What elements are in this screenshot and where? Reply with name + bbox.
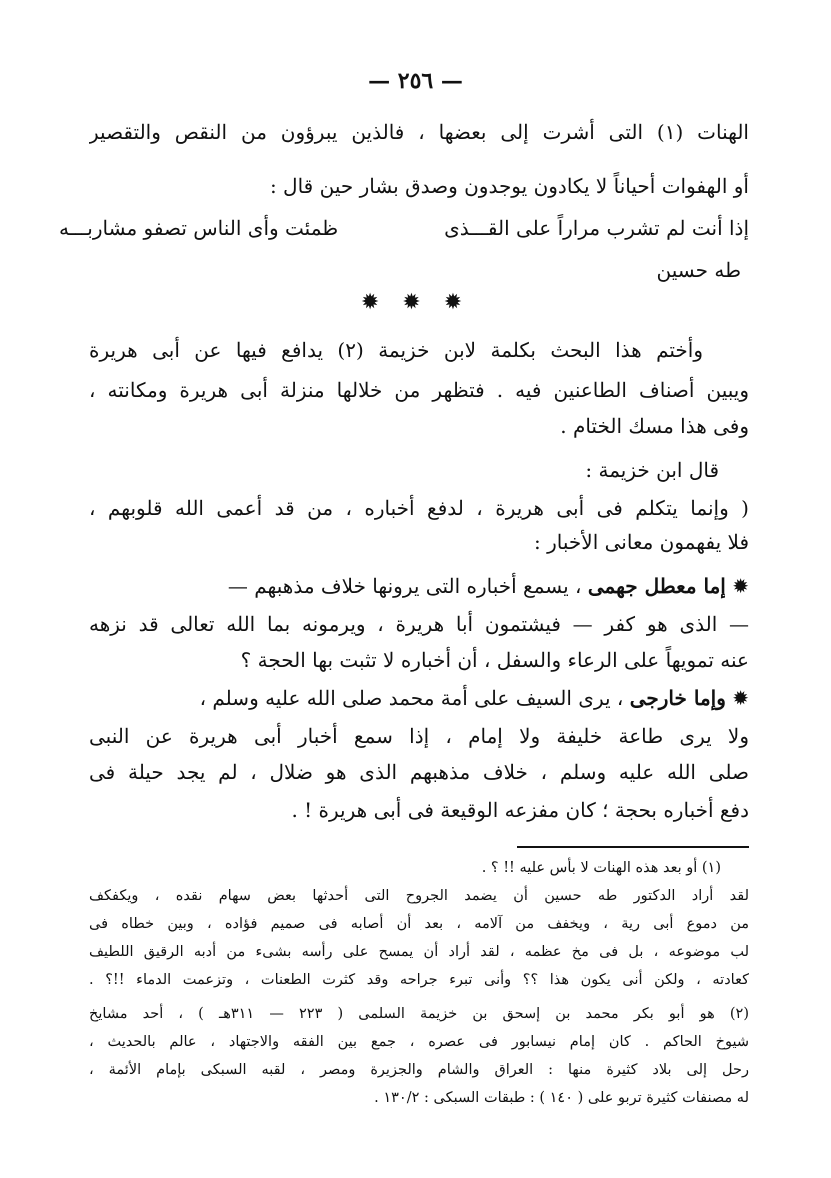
text-line: صلى الله عليه وسلم ، خلاف مذهبهم الذى هو ضلال ، لم يجد حيلة فى [89, 760, 749, 784]
text-line: ويبين أصناف الطاعنين فيه . فتظهر من خلالها منزلة أبى هريرة ومكانته ، [89, 378, 749, 402]
footnote-line: (٢) هو أبو بكر محمد بن إسحق بن خزيمة السلمى ( ٢٢٣ — ٣١١هـ ) ، أحد مشايخ [89, 1006, 749, 1022]
footnote-line: رحل إلى بلاد كثيرة منها : العراق والشام والجزيرة ومصر ، لقبه السبكى بإمام الأئمة ، [89, 1062, 749, 1078]
list-item-heading [89, 684, 749, 712]
section-separator-stars: ✹ ✹ ✹ [360, 290, 471, 315]
text-line: فلا يفهمون معانى الأخبار : [534, 530, 749, 554]
list-item-heading [89, 572, 749, 600]
footnote-line: من دموع أبى رية ، ويخفف من آلامه ، بعد أن أصابه فى صميم فؤاده ، وبين خطاه فى [89, 916, 749, 932]
footnote-line: لب موضوعه ، بل فى مخ عظمه ، لقد أراد أن يمسح على رأسه بشىء من أدبه الرقيق اللطيف [89, 944, 749, 960]
star-bullet-icon: ✹ [732, 574, 749, 598]
verse-second-hemistich: ظمئت وأى الناس تصفو مشاربـــه [59, 216, 339, 240]
item-text: ، يسمع أخباره التى يرونها خلاف مذهبهم — [227, 574, 582, 598]
text-line: أو الهفوات أحياناً لا يكادون يوجدون وصدق بشار حين قال : [269, 174, 749, 198]
page-number: — ٢٥٦ — [368, 68, 463, 94]
text-line: — الذى هو كفر — فيشتمون أبا هريرة ، ويرمونه بما الله تعالى قد نزهه [89, 612, 749, 636]
text-line: ( وإنما يتكلم فى أبى هريرة ، لدفع أخباره ، من قد أعمى الله قلوبهم ، [89, 496, 749, 520]
footnote-separator [517, 846, 749, 848]
item-lead: وإما خارجى [629, 686, 726, 710]
signature: طه حسين [656, 258, 741, 282]
verse-first-hemistich: إذا أنت لم تشرب مراراً على القـــذى [444, 216, 749, 240]
footnote-line: (١) أو بعد هذه الهنات لا بأس عليه !! ؟ . [481, 860, 721, 876]
item-lead: إما معطل جهمى [587, 574, 726, 598]
text-line: عنه تمويهاً على الرعاء والسفل ، أن أخباره لا تثبت بها الحجة ؟ [240, 648, 749, 672]
quote-intro: قال ابن خزيمة : [585, 458, 719, 482]
footnote-line: لقد أراد الدكتور طه حسين أن يضمد الجروح التى أحدثها بعض سهام نقده ، ويكفكف [89, 888, 749, 904]
star-bullet-icon: ✹ [732, 686, 749, 710]
item-text: ، يرى السيف على أمة محمد صلى الله عليه وسلم ، [199, 686, 624, 710]
text-line: ولا يرى طاعة خليفة ولا إمام ، إذا سمع أخبار أبى هريرة عن النبى [89, 724, 749, 748]
text-line: وفى هذا مسك الختام . [560, 414, 749, 438]
text-line: الهنات (١) التى أشرت إلى بعضها ، فالذين يبرؤون من النقص والتقصير [89, 120, 749, 144]
footnote-line: شيوخ الحاكم . كان إمام نيسابور فى عصره ، جمع بين الفقه والاجتهاد ، عالم بالحديث ، [89, 1034, 749, 1050]
text-line: دفع أخباره بحجة ؛ كان مفزعه الوقيعة فى أبى هريرة ! . [291, 798, 749, 822]
footnote-line: كعادته ، ولكن أنى يكون هذا ؟؟ وأنى تبرء جراحه وقد كثرت الطعنات ، وتزعمت الدماء !!؟ . [89, 972, 749, 988]
text-line: وأختم هذا البحث بكلمة لابن خزيمة (٢) يدافع فيها عن أبى هريرة [89, 338, 703, 362]
footnote-line: له مصنفات كثيرة تربو على ( ١٤٠ ) : طبقات السبكى : ١٣٠/٢ . [374, 1090, 749, 1106]
